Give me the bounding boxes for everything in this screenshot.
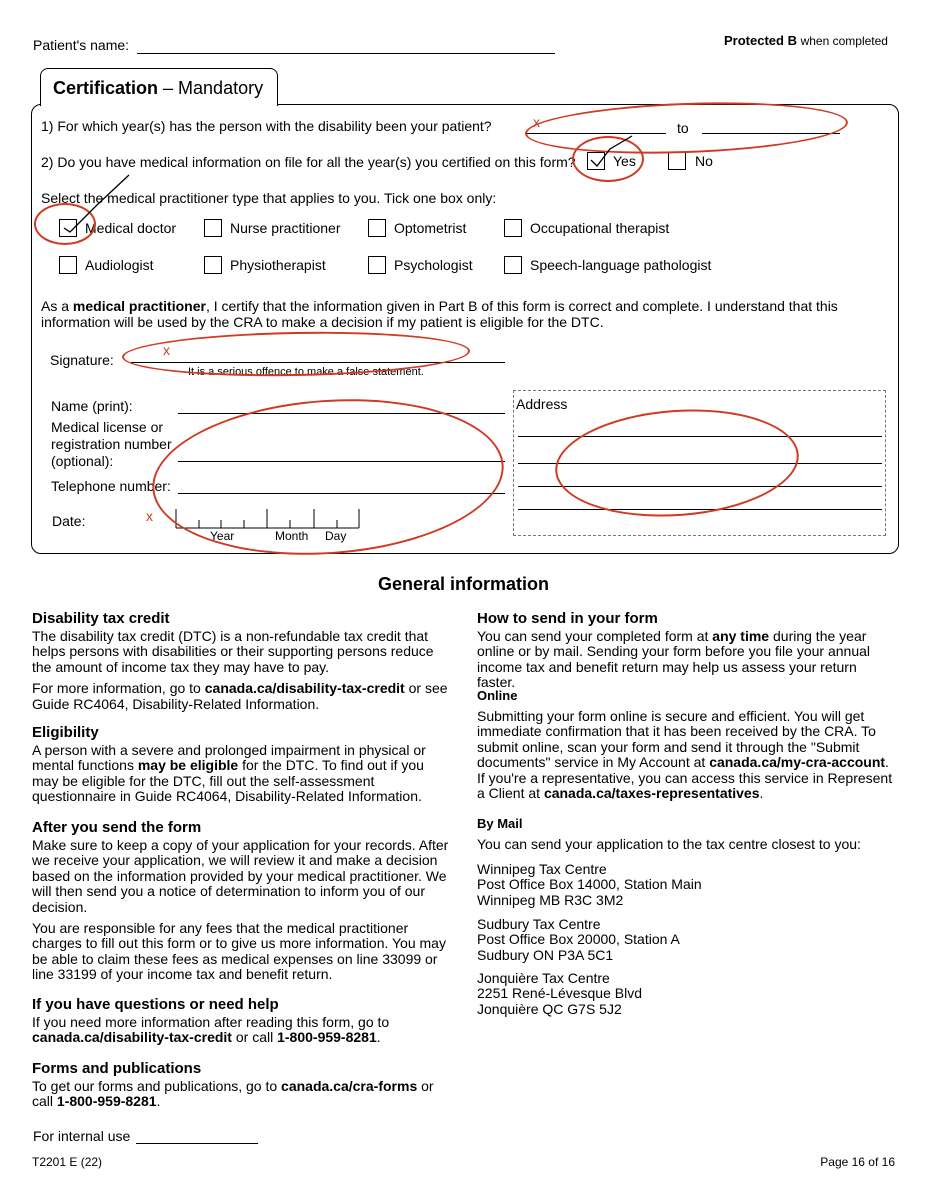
how-to-send-heading: How to send in your form — [477, 610, 658, 627]
tax-centre-jonquiere: Jonquière Tax Centre 2251 René-Lévesque Blvd Jonquière QC G7S 5J2 — [477, 970, 643, 1017]
address-label: Address — [516, 396, 568, 412]
dtc-paragraph-2: For more information, go to canada.ca/disability-tax-credit or see Guide RC4064, Disability-Related Information. — [32, 680, 448, 712]
offence-note: It is a serious offence to make a false statement. — [188, 366, 424, 378]
eligibility-paragraph: A person with a severe and prolonged impairment in physical or mental functions may be eligible for the DTC. To find out if you may be eligible for the DTC, fill out the self-assessment questionnaire in Guide RC4064, Disability-Related Information. — [32, 742, 426, 805]
after-send-heading: After you send the form — [32, 819, 202, 836]
certification-title: Certification – Mandatory — [53, 78, 264, 98]
license-label-line-1: Medical license or — [51, 419, 164, 435]
date-day-label: Day — [325, 529, 347, 543]
occupational-therapist-label: Occupational therapist — [530, 220, 670, 236]
online-paragraph: Submitting your form online is secure and efficient. You will get immediate confirmation that it has been received by the CRA. To submit online, scan your form and send it through the "Submit documents" service in My Account at canada.ca/my-cra-account. If you're a representative, you can access this service in Represent a Client at canada.ca/taxes-representatives. — [477, 708, 893, 802]
questions-phone: 1-800-959-8281 — [277, 1029, 377, 1046]
physiotherapist-label: Physiotherapist — [230, 257, 326, 273]
page-number: Page 16 of 16 — [820, 1155, 895, 1169]
taxes-representatives-link[interactable]: canada.ca/taxes-representatives — [543, 785, 760, 802]
tax-centre-winnipeg: Winnipeg Tax Centre Post Office Box 14000, Station Main Winnipeg MB R3C 3M2 — [477, 861, 702, 908]
forms-link[interactable]: canada.ca/cra-forms — [281, 1078, 418, 1094]
after-send-paragraph-2: You are responsible for any fees that the medical practitioner charges to fill out this form or to give us more information. You may be able to claim these fees as medical expenses on line 33099 or line 33199 of your income tax and benefit return. — [32, 920, 446, 983]
general-information-title: General information — [377, 574, 550, 594]
speech-language-pathologist-checkbox[interactable] — [504, 256, 522, 274]
signature-label: Signature: — [50, 352, 114, 368]
patient-name-field[interactable] — [137, 53, 555, 54]
speech-language-pathologist-label: Speech-language pathologist — [530, 257, 712, 273]
questions-paragraph: If you need more information after reading this form, go to canada.ca/disability-tax-credit or call 1-800-959-8281. — [32, 1014, 390, 1046]
my-cra-account-link[interactable]: canada.ca/my-cra-account — [709, 754, 886, 771]
question-1: 1) For which year(s) has the person with the disability been your patient? — [41, 118, 492, 134]
yes-label: Yes — [613, 153, 636, 169]
date-year-label: Year — [210, 529, 235, 543]
online-heading: Online — [477, 688, 518, 703]
nurse-practitioner-label: Nurse practitioner — [230, 220, 341, 236]
no-label: No — [695, 153, 713, 169]
date-month-label: Month — [275, 529, 309, 543]
questions-link[interactable]: canada.ca/disability-tax-credit — [32, 1029, 232, 1046]
annotation-circle-medical-doctor — [34, 203, 96, 245]
optometrist-label: Optometrist — [394, 220, 467, 236]
forms-heading: Forms and publications — [32, 1060, 202, 1077]
dtc-paragraphs — [32, 629, 452, 718]
eligibility-heading: Eligibility — [32, 724, 99, 741]
forms-paragraph: To get our forms and publications, go to canada.ca/cra-forms or call 1-800-959-8281. — [32, 1078, 434, 1110]
license-label-line-2: registration number — [51, 436, 172, 452]
annotation-x-years: x — [533, 114, 540, 130]
physiotherapist-checkbox[interactable] — [204, 256, 222, 274]
occupational-therapist-checkbox[interactable] — [504, 219, 522, 237]
dtc-heading: Disability tax credit — [32, 610, 170, 627]
how-to-send-paragraph: You can send your completed form at any time during the year online or by mail. Sending your form before you file your annual income tax and benefit return may help us assess your return faster. — [477, 628, 870, 691]
practitioner-prompt: Select the medical practitioner type that applies to you. Tick one box only: — [41, 190, 497, 206]
psychologist-checkbox[interactable] — [368, 256, 386, 274]
psychologist-label: Psychologist — [394, 257, 473, 273]
internal-use-label: For internal use — [33, 1128, 131, 1144]
questions-heading: If you have questions or need help — [32, 996, 279, 1013]
after-send-paragraphs — [32, 838, 452, 989]
after-send-paragraph-1: Make sure to keep a copy of your application for your records. After we receive your application, we will review it and make a decision based on the information provided by your medical practitioner. We will then send you a notice of determination to inform you of our decision. — [32, 837, 449, 915]
name-print-label: Name (print): — [51, 398, 133, 414]
by-mail-intro: You can send your application to the tax centre closest to you: — [477, 836, 861, 852]
date-label: Date: — [52, 513, 86, 529]
nurse-practitioner-checkbox[interactable] — [204, 219, 222, 237]
annotation-circle-yes — [572, 136, 644, 182]
protected-b-label: Protected B when completed — [724, 33, 888, 48]
by-mail-heading: By Mail — [477, 816, 523, 831]
audiologist-checkbox[interactable] — [59, 256, 77, 274]
year-to-label: to — [677, 120, 689, 136]
form-code: T2201 E (22) — [32, 1155, 103, 1169]
audiologist-label: Audiologist — [85, 257, 154, 273]
annotation-x-signature: x — [163, 342, 170, 358]
dtc-link[interactable]: canada.ca/disability-tax-credit — [204, 680, 405, 697]
tax-centre-sudbury: Sudbury Tax Centre Post Office Box 20000, Station A Sudbury ON P3A 5C1 — [477, 916, 680, 963]
telephone-label: Telephone number: — [51, 478, 171, 494]
dtc-paragraph-1: The disability tax credit (DTC) is a non-refundable tax credit that helps persons with disabilities or their supporting persons reduce the amount of income tax they may have to pay. — [32, 628, 434, 675]
question-2: 2) Do you have medical information on file for all the year(s) you certified on this form? — [41, 154, 576, 170]
medical-doctor-label: Medical doctor — [85, 220, 177, 236]
patient-name-label: Patient's name: — [33, 37, 130, 53]
optometrist-checkbox[interactable] — [368, 219, 386, 237]
no-checkbox[interactable] — [668, 152, 686, 170]
annotation-x-date: x — [146, 508, 153, 524]
internal-use-field[interactable] — [136, 1143, 258, 1144]
forms-phone: 1-800-959-8281 — [56, 1093, 157, 1110]
license-label-line-3: (optional): — [51, 453, 114, 469]
certify-statement: As a medical practitioner, I certify that the information given in Part B of this form is correct and complete. I understand that this information will be used by the CRA to make a decision if my patient is eligible for the DTC. — [41, 298, 838, 330]
